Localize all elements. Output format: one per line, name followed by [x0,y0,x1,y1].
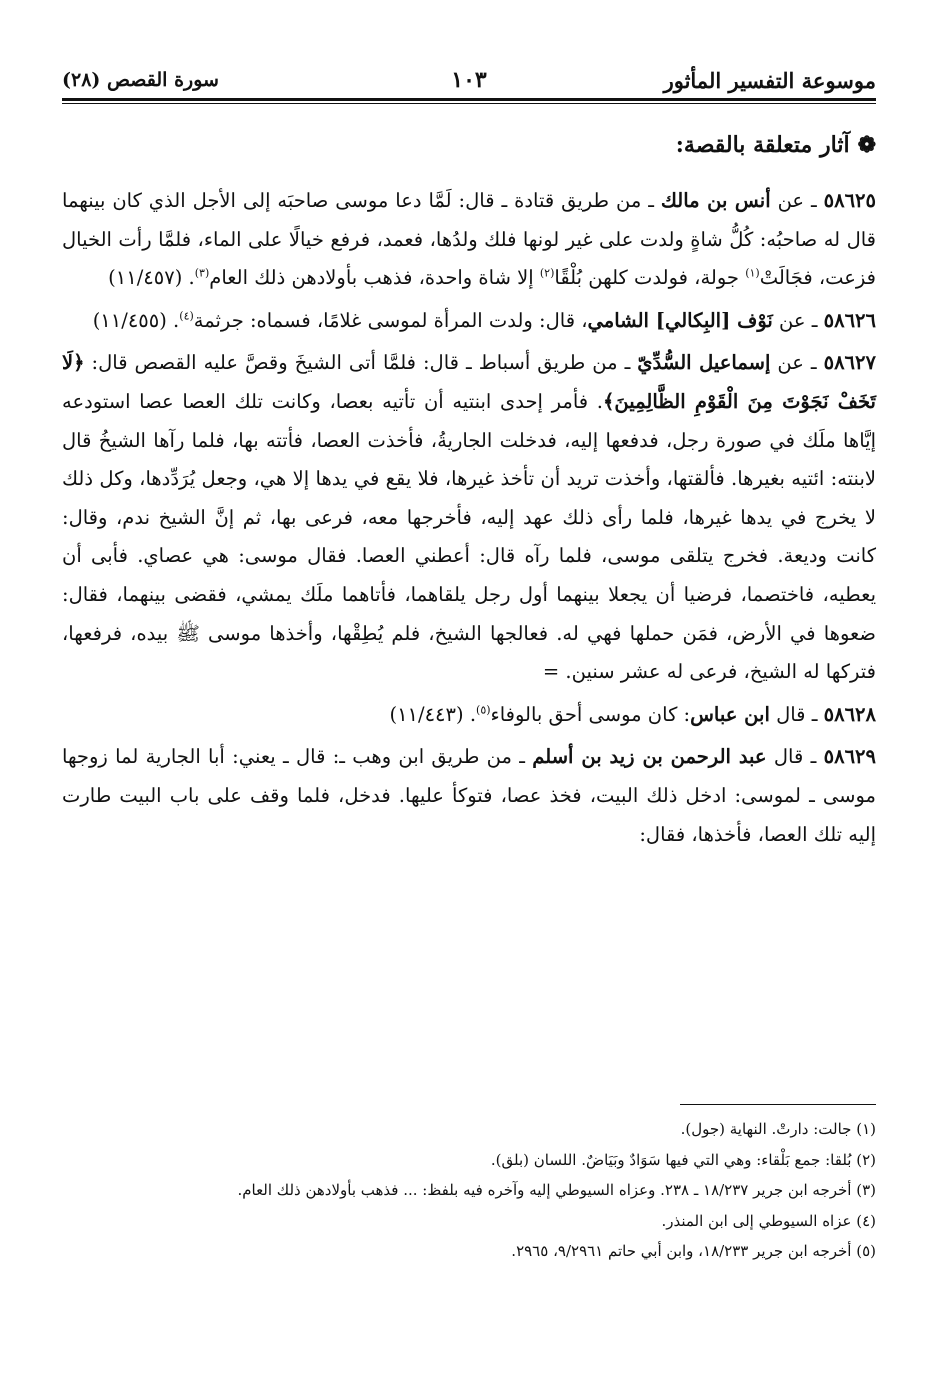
flower-ornament-icon: ❁ [857,132,876,158]
footnote-2: (٢) بُلقا: جمع بَلْقاء: وهي التي فيها سَوَادٌ وبَيَاضٌ. اللسان (بلق). [490,1150,876,1169]
main-text [62,182,876,858]
footnote-ref[interactable]: (٣) [194,266,210,280]
entry-text: . (١١/٤٥٧) [108,266,195,290]
footnote-ref[interactable]: (٥) [476,703,491,717]
narrator: إسماعيل السُّدِّيّ [637,351,771,375]
section-heading-text: آثار متعلقة بالقصة: [675,132,850,158]
surah-name: سورة القصص (٢٨) [62,69,219,91]
entry-58626: ٥٨٦٢٦ ـ عن نَوْف [البِكالي] الشامي، قال: ولدت المرأة لموسى غلامًا، فسماه: جرثمة$^{(٤)}$. (١١/٤٥٥) [92,308,876,332]
narrator: أنس بن مالك [660,189,771,212]
header-rule-thin [62,103,876,104]
entry-text: ـ من طريق ابن وهب ـ: قال ـ يعني: أبا الجارية لما زوجها موسى ـ لموسى: ادخل ذلك البيت، فخذ عصا، فتوكأ عليها. فدخل، فلما وقف على باب البيت طارت إليه تلك العصا، فأخذها، فقال: [62,745,876,846]
entry-text: : كان موسى أحق بالوفاء [490,702,691,726]
footnote-ref[interactable]: (٢) [539,266,555,280]
entry-number: ٥٨٦٢٦ [823,308,876,332]
footnotes [62,1114,876,1267]
entry-text: ـ من طريق أسباط ـ قال: فلمَّا أتى الشيخَ وقصَّ عليه القصص قال: [84,351,638,375]
entry-number: ٥٨٦٢٨ [823,702,876,726]
page-header [62,62,876,98]
entry-number: ٥٨٦٢٥ [823,189,876,212]
entry-58629: ٥٨٦٢٩ ـ قال عبد الرحمن بن زيد بن أسلم ـ من طريق ابن وهب ـ: قال ـ يعني: أبا الجارية لما زوجها موسى ـ لموسى: ادخل ذلك البيت، فخذ عصا، فتوكأ عليها. فدخل، فلما وقف على باب البيت طارت إليه تلك العصا، فأخذها، فقال: [62,745,876,846]
entry-text: . (١١/٤٥٥) [92,308,180,332]
section-heading [676,132,876,158]
narrator: عبد الرحمن بن زيد بن أسلم [532,745,767,769]
entry-58625: ٥٨٦٢٥ ـ عن أنس بن مالك ـ من طريق قتادة ـ قال: لَمَّا دعا موسى صاحبَه إلى الأجل الذي كان بينهما قال له صاحبُه: كُلُّ شاةٍ ولدت على غير لونها فلك ولدُها، فعمد، فرفع خيالًا على الماء، فلمَّا رأت الخيال فزعت، فجَالَتْ$^{(١)}$ جولة، فولدت كلهن بُلْقًا$^{(٢)}$ إلا شاة واحدة، فذهب بأولادهن ذلك العام$^{(٣)}$. (١١/٤٥٧) [62,189,876,290]
narrator: ابن عباس [690,702,770,726]
header-rule [62,98,876,101]
entry-text: . فأمر إحدى ابنتيه أن تأتيه بعصا، وكانت تلك العصا عصا استودعه إيَّاها ملَك في صورة رجل، فدفعها إليه، فدخلت الجاريةُ، فأخذت العصا، فأتته بها، فلما رآها الشيخُ قال لابنته: ائتيه بغيرها. فألقتها، وأخذت تريد أن تأخذ غيرها، فلا يقع في يدها إلا هي، وجعل يُرَدِّدها، وكل ذلك لا يخرج في يدها غيرها، فلما رأى ذلك عهد إليه، فأخرجها معه، فرعى بها، ثم إنَّ الشيخ ندم، وقال: كانت وديعة. فخرج يتلقى موسى، فلما رآه قال: أعطني العصا. فقال موسى: هي عصاي. فأبى أن يعطيه، فاختصما، فرضيا أن يجعلا بينهما أول رجل يلقاهما، فأتاهما ملَك يمشي، فقضى بينهما، فقال: ضعوها في الأرض، فمَن حملها فهي له. فعالجها الشيخ، فلم يُطِقْها، وأخذها موسى ﷺ بيده، فرفعها، فتركها له الشيخ، فرعى له عشر سنين. = [62,389,876,684]
footnote-3: (٣) أخرجه ابن جرير ١٨/٢٣٧ ـ ٢٣٨. وعزاه السيوطي إليه وآخره فيه بلفظ: ... فذهب بأولادهن ذلك العام. [237,1181,876,1199]
footnote-separator [680,1104,876,1105]
entry-58627: ٥٨٦٢٧ ـ عن إسماعيل السُّدِّيّ ـ من طريق أسباط ـ قال: فلمَّا أتى الشيخَ وقصَّ عليه القصص قال: ﴿لَا تَخَفْ نَجَوْتَ مِنَ الْقَوْمِ الظَّالِمِينَ﴾. فأمر إحدى ابنتيه أن تأتيه بعصا، وكانت تلك العصا عصا استودعه إيَّاها ملَك في صورة رجل، فدفعها إليه، فدخلت الجاريةُ، فأخذت العصا، فأتته بها، فلما رآها الشيخُ قال لابنته: ائتيه بغيرها. فألقتها، وأخذت تريد أن تأخذ غيرها، فلا يقع في يدها إلا هي، وجعل يُرَدِّدها، وكل ذلك لا يخرج في يدها غيرها، فلما رأى ذلك عهد إليه، فأخرجها معه، فرعى بها، ثم إنَّ الشيخ ندم، وقال: كانت وديعة. فخرج يتلقى موسى، فلما رآه قال: أعطني العصا. فقال موسى: هي عصاي. فأبى أن يعطيه، فاختصما، فرضيا أن يجعلا بينهما أول رجل يلقاهما، فأتاهما ملَك يمشي، فقضى بينهما، فقال: ضعوها في الأرض، فمَن حملها فهي له. فعالجها الشيخ، فلم يُطِقْها، وأخذها موسى ﷺ بيده، فرفعها، فتركها له الشيخ، فرعى له عشر سنين. = [62,351,876,684]
book-title: موسوعة التفسير المأثور [663,67,876,93]
footnote-5: (٥) أخرجه ابن جرير ١٨/٢٣٣، وابن أبي حاتم ٩/٢٩٦١، ٢٩٦٥. [511,1242,876,1260]
footnote-ref[interactable]: (١) [745,266,760,280]
quran-verse: ﴿لَا تَخَفْ نَجَوْتَ مِنَ الْقَوْمِ الظَّالِمِينَ﴾ [62,351,876,413]
entry-number: ٥٨٦٢٩ [823,745,876,769]
footnote-ref[interactable]: (٤) [179,309,194,323]
page-number: ١٠٣ [451,67,487,93]
footnote-1: (١) جالت: دارتْ. النهاية (جول). [680,1120,876,1138]
footnote-4: (٤) عزاه السيوطي إلى ابن المنذر. [661,1211,876,1230]
entry-text: إلا شاة واحدة، فذهب بأولادهن ذلك العام [209,266,540,290]
entry-text: . (١١/٤٤٣) [389,702,477,726]
entry-text: ، قال: ولدت المرأة لموسى غلامًا، فسماه: جرثمة [193,308,588,332]
entry-text: جولة، فولدت كلهن بُلْقًا [554,266,746,290]
document-page [62,48,876,1338]
entry-number: ٥٨٦٢٧ [823,351,876,375]
entry-58628: ٥٨٦٢٨ ـ قال ابن عباس: كان موسى أحق بالوفاء$^{(٥)}$. (١١/٤٤٣) [389,702,876,726]
entry-text: ـ من طريق قتادة ـ قال: لَمَّا دعا موسى صاحبَه إلى الأجل الذي كان بينهما قال له صاحبُه: كُلُّ شاةٍ ولدت على غير لونها فلك ولدُها، فعمد، فرفع خيالًا على الماء، فلمَّا رأت الخيال فزعت، فجَالَتْ [62,189,876,290]
narrator: نَوْف [البِكالي] الشامي [587,308,773,332]
